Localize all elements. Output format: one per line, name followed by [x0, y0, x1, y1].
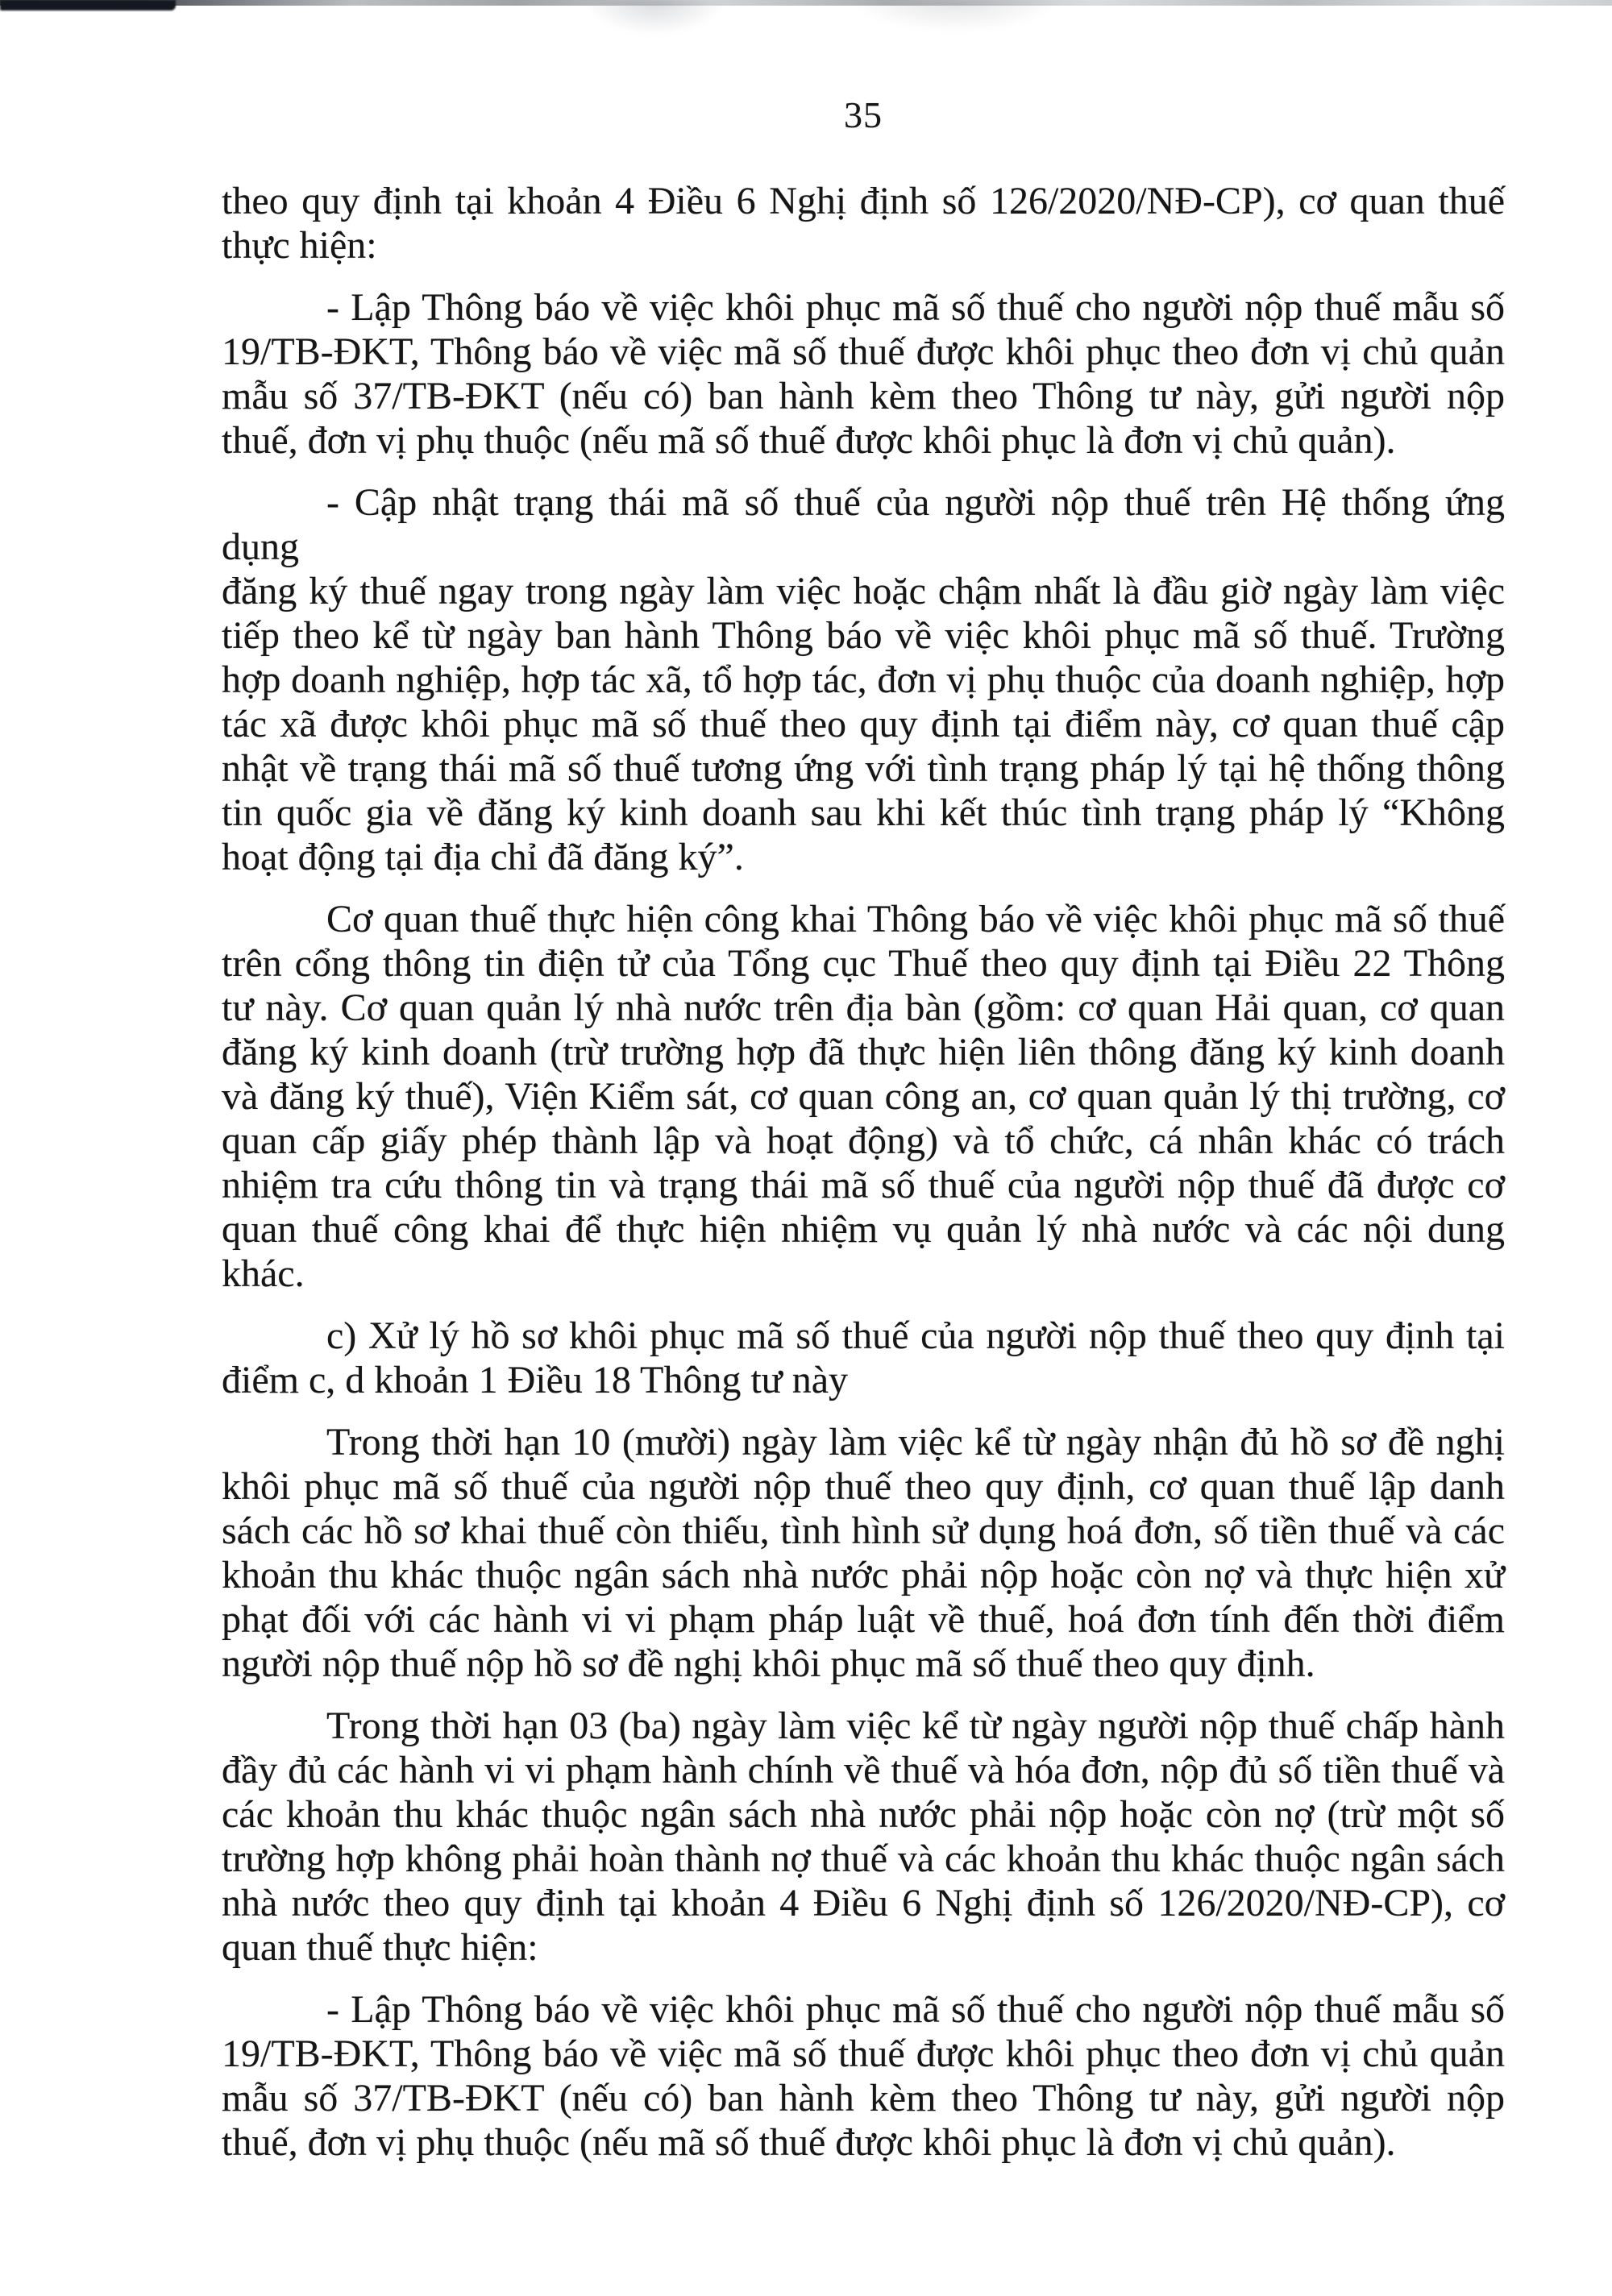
text-line: quan cấp giấy phép thành lập và hoạt động) và tổ chức, cá nhân khác có trách	[222, 1119, 1505, 1162]
paragraph	[222, 1314, 1505, 1402]
text-line: - Cập nhật trạng thái mã số thuế của người nộp thuế trên Hệ thống ứng dụng	[222, 481, 1505, 568]
text-line: 19/TB-ĐKT, Thông báo về việc mã số thuế được khôi phục theo đơn vị chủ quản	[222, 2032, 1505, 2075]
paragraph	[222, 897, 1505, 1296]
text-line: c) Xử lý hồ sơ khôi phục mã số thuế của người nộp thuế theo quy định tại	[326, 1314, 1505, 1357]
text-line: khôi phục mã số thuế của người nộp thuế theo quy định, cơ quan thuế lập danh	[222, 1465, 1505, 1508]
text-line: tin quốc gia về đăng ký kinh doanh sau khi kết thúc tình trạng pháp lý “Không	[222, 791, 1505, 834]
text-line: đăng ký thuế ngay trong ngày làm việc hoặc chậm nhất là đầu giờ ngày làm việc	[222, 570, 1505, 612]
text-line: khoản thu khác thuộc ngân sách nhà nước phải nộp hoặc còn nợ và thực hiện xử	[222, 1554, 1505, 1596]
text-line: và đăng ký thuế), Viện Kiểm sát, cơ quan công an, cơ quan quản lý thị trường, cơ	[222, 1075, 1505, 1118]
paragraph	[222, 480, 1505, 879]
text-line: thực hiện:	[222, 224, 377, 267]
text-line: theo quy định tại khoản 4 Điều 6 Nghị định số 126/2020/NĐ-CP), cơ quan thuế	[222, 180, 1505, 222]
paragraph	[222, 1987, 1505, 2165]
text-line: tư này. Cơ quan quản lý nhà nước trên địa bàn (gồm: cơ quan Hải quan, cơ quan	[222, 986, 1505, 1029]
text-line: nhật về trạng thái mã số thuế tương ứng với tình trạng pháp lý tại hệ thống thông	[222, 747, 1505, 790]
text-line: đăng ký kinh doanh (trừ trường hợp đã thực hiện liên thông đăng ký kinh doanh	[222, 1031, 1505, 1073]
text-line: thuế, đơn vị phụ thuộc (nếu mã số thuế được khôi phục là đơn vị chủ quản).	[222, 2121, 1396, 2164]
text-line: quan thuế công khai để thực hiện nhiệm vụ quản lý nhà nước và các nội dung	[222, 1208, 1505, 1251]
scan-artifact-smudge	[584, 0, 725, 35]
text-line: trên cổng thông tin điện tử của Tổng cục Thuế theo quy định tại Điều 22 Thông	[222, 942, 1505, 985]
scan-artifact-top-line	[0, 0, 1612, 6]
text-line: mẫu số 37/TB-ĐKT (nếu có) ban hành kèm theo Thông tư này, gửi người nộp	[222, 2077, 1505, 2120]
text-line: hợp doanh nghiệp, hợp tác xã, tổ hợp tác, đơn vị phụ thuộc của doanh nghiệp, hợp	[222, 658, 1505, 701]
text-line: Cơ quan thuế thực hiện công khai Thông báo về việc khôi phục mã số thuế	[326, 898, 1505, 940]
text-line: mẫu số 37/TB-ĐKT (nếu có) ban hành kèm theo Thông tư này, gửi người nộp	[222, 375, 1505, 417]
text-line: - Lập Thông báo về việc khôi phục mã số thuế cho người nộp thuế mẫu số	[326, 286, 1505, 329]
text-line: thuế, đơn vị phụ thuộc (nếu mã số thuế được khôi phục là đơn vị chủ quản).	[222, 419, 1396, 462]
text-line: trường hợp không phải hoàn thành nợ thuế và các khoản thu khác thuộc ngân sách	[222, 1837, 1505, 1880]
text-line: phạt đối với các hành vi vi phạm pháp luật về thuế, hoá đơn tính đến thời điểm	[222, 1598, 1505, 1641]
text-line: khác.	[222, 1252, 305, 1295]
page-number: 35	[844, 94, 883, 135]
scan-artifact-corner-blot	[0, 0, 176, 10]
text-line: Trong thời hạn 10 (mười) ngày làm việc kể từ ngày nhận đủ hồ sơ đề nghị	[326, 1421, 1505, 1464]
paragraph	[222, 1704, 1505, 1970]
text-line: điểm c, d khoản 1 Điều 18 Thông tư này	[222, 1359, 848, 1401]
document-body	[222, 179, 1505, 2182]
text-line: tác xã được khôi phục mã số thuế theo quy định tại điểm này, cơ quan thuế cập	[222, 703, 1505, 745]
text-line: người nộp thuế nộp hồ sơ đề nghị khôi phục mã số thuế theo quy định.	[222, 1642, 1315, 1685]
paragraph	[222, 179, 1505, 268]
text-line: các khoản thu khác thuộc ngân sách nhà nước phải nộp hoặc còn nợ (trừ một số	[222, 1793, 1505, 1836]
text-line: quan thuế thực hiện:	[222, 1926, 538, 1969]
text-line: Trong thời hạn 03 (ba) ngày làm việc kể từ ngày người nộp thuế chấp hành	[326, 1704, 1505, 1747]
text-line: sách các hồ sơ khai thuế còn thiếu, tình hình sử dụng hoá đơn, số tiền thuế và các	[222, 1509, 1505, 1552]
text-line: 19/TB-ĐKT, Thông báo về việc mã số thuế được khôi phục theo đơn vị chủ quản	[222, 330, 1505, 373]
text-line: tiếp theo kể từ ngày ban hành Thông báo về việc khôi phục mã số thuế. Trường	[222, 614, 1505, 657]
text-line: nhà nước theo quy định tại khoản 4 Điều 6 Nghị định số 126/2020/NĐ-CP), cơ	[222, 1882, 1505, 1924]
text-line: đầy đủ các hành vi vi phạm hành chính về thuế và hóa đơn, nộp đủ số tiền thuế và	[222, 1749, 1505, 1792]
text-line: nhiệm tra cứu thông tin và trạng thái mã số thuế của người nộp thuế đã được cơ	[222, 1164, 1505, 1206]
text-line: - Lập Thông báo về việc khôi phục mã số thuế cho người nộp thuế mẫu số	[326, 1988, 1505, 2031]
paragraph	[222, 1420, 1505, 1686]
text-line: hoạt động tại địa chỉ đã đăng ký”.	[222, 836, 744, 878]
scan-artifact-smudge	[850, 0, 1060, 32]
paragraph	[222, 285, 1505, 463]
